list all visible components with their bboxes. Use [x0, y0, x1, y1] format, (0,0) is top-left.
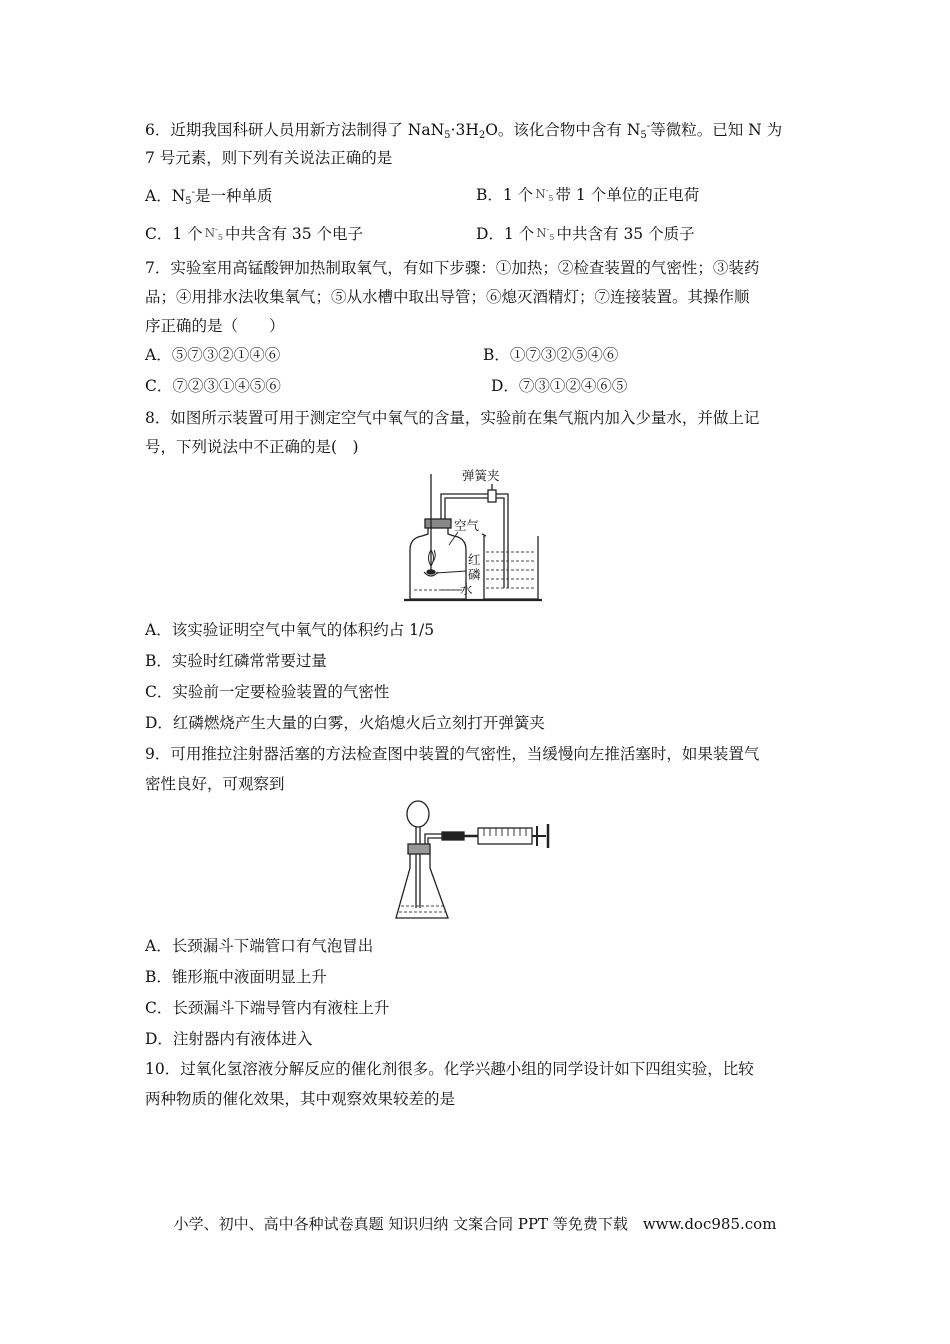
oxygen-content-apparatus-figure [400, 466, 550, 606]
spring-clamp [488, 490, 496, 502]
q8-stem-line1: 8．如图所示装置可用于测定空气中氧气的含量，实验前在集气瓶内加入少量水，并做上记 [145, 409, 760, 427]
gas-jar [410, 526, 466, 599]
q9-stem-line2: 密性良好，可观察到 [145, 775, 285, 793]
flame-icon [429, 550, 436, 566]
label-phosphorus: 磷 [468, 567, 481, 582]
airtightness-check-apparatus-figure [392, 796, 562, 924]
q6-option-c: C．1 个 $N^-_5$ 中共含有 35 个电子 [145, 222, 363, 250]
q9-option-c: C．长颈漏斗下端导管内有液柱上升 [145, 999, 390, 1017]
q9-option-d: D．注射器内有液体进入 [145, 1030, 313, 1048]
label-spring-clamp: 弹簧夹 [462, 468, 500, 483]
q7-option-b: B．①⑦③②⑤④⑥ [483, 346, 619, 364]
page-footer: 小学、初中、高中各种试卷真题 知识归纳 文案合同 PPT 等免费下载 www.doc985.com [173, 1215, 777, 1233]
label-red: 红 [468, 552, 481, 567]
q10-stem-line1: 10．过氧化氢溶液分解反应的催化剂很多。化学兴趣小组的同学设计如下四组实验，比较 [145, 1060, 754, 1078]
q6-option-a: A．$N_5^-$是一种单质 [145, 187, 273, 207]
q6-stem-line2: 7 号元素，则下列有关说法正确的是 [145, 149, 393, 167]
n5-ion-symbol: $N^-_5$ [536, 225, 555, 242]
rubber-stopper [408, 844, 430, 854]
beaker [482, 534, 538, 599]
syringe [478, 828, 532, 844]
side-tube [425, 834, 442, 844]
rubber-stopper [425, 519, 451, 528]
q8-option-a: A．该实验证明空气中氧气的体积约占 1/5 [145, 621, 435, 639]
q9-stem-line1: 9．可用推拉注射器活塞的方法检查图中装置的气密性，当缓慢向左推活塞时，如果装置气 [145, 745, 760, 763]
q8-option-b: B．实验时红磷常常要过量 [145, 652, 327, 670]
q9-option-b: B．锥形瓶中液面明显上升 [145, 968, 327, 986]
q7-stem-line2: 品；④用排水法收集氧气；⑤从水槽中取出导管；⑥熄灭酒精灯；⑦连接装置。其操作顺 [145, 288, 750, 306]
q7-stem-line1: 7．实验室用高锰酸钾加热制取氧气，有如下步骤：①加热；②检查装置的气密性；③装药 [145, 259, 760, 277]
q8-option-d: D．红磷燃烧产生大量的白雾，火焰熄火后立刻打开弹簧夹 [145, 714, 545, 732]
q7-stem-line3: 序正确的是（ ） [145, 317, 285, 335]
n5-ion-symbol: $N^-_5$ [535, 186, 554, 203]
q8-option-c: C．实验前一定要检验装置的气密性 [145, 683, 390, 701]
label-air: 空气 [454, 518, 480, 533]
label-water: 水 [460, 582, 473, 597]
q6-stem-line1: 6．近期我国科研人员用新方法制得了 $NaN_5\cdot 3H_2O$。该化合物中含有 $N_5^-$等微粒。已知 N 为 [145, 121, 783, 141]
q10-stem-line2: 两种物质的催化效果，其中观察效果较差的是 [145, 1090, 456, 1108]
q6-option-b: B．1 个 $N^-_5$ 带 1 个单位的正电荷 [476, 183, 699, 211]
q8-stem-line2: 号，下列说法中不正确的是( ) [145, 438, 359, 456]
n5-ion-symbol: $N^-_5$ [204, 225, 223, 242]
long-neck-funnel [407, 801, 429, 827]
q9-option-a: A．长颈漏斗下端管口有气泡冒出 [145, 937, 374, 955]
q7-option-d: D．⑦③①②④⑥⑤ [491, 377, 628, 395]
q6-option-d: D．1 个 $N^-_5$ 中共含有 35 个质子 [476, 222, 695, 250]
q7-option-a: A．⑤⑦③②①④⑥ [145, 346, 281, 364]
conical-flask [396, 854, 448, 918]
q7-option-c: C．⑦②③①④⑤⑥ [145, 377, 281, 395]
